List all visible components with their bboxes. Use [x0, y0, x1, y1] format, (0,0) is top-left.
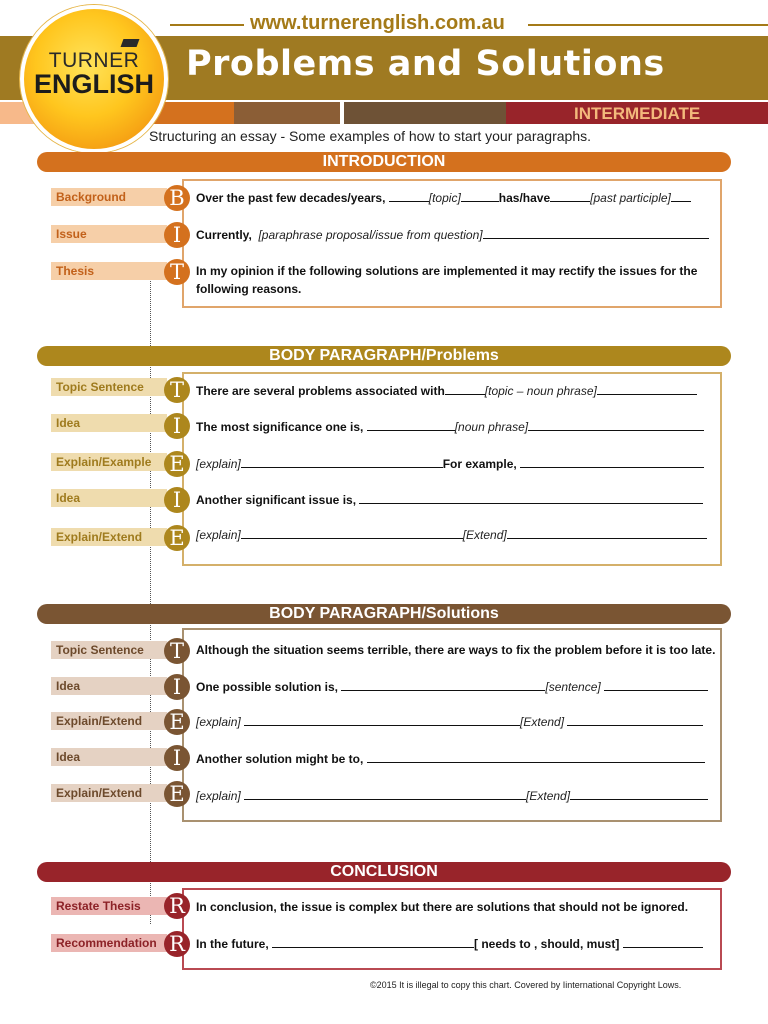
placeholder: [Extend]	[462, 528, 507, 542]
placeholder: [topic]	[428, 191, 461, 205]
placeholder: [Extend]	[520, 715, 565, 729]
label-recommendation: Recommendation	[51, 934, 167, 952]
logo-text-english: ENGLISH	[33, 69, 154, 99]
problems-extend-line	[196, 526, 716, 544]
section-header-problems: BODY PARAGRAPH/Problems	[37, 346, 731, 366]
intro-issue-line	[196, 226, 716, 244]
label-idea: Idea	[51, 748, 167, 766]
text: has/have	[498, 191, 551, 205]
page-title: Problems and Solutions	[186, 44, 665, 84]
label-explain-extend: Explain/Extend	[51, 784, 167, 802]
text: In conclusion, the issue is complex but there are solutions that should not be ignored.	[196, 900, 689, 914]
conclusion-restate-line	[196, 898, 716, 916]
conclusion-recommendation-line	[196, 935, 716, 953]
label-thesis: Thesis	[51, 262, 167, 280]
text: There are several problems associated with	[196, 384, 445, 398]
letter-i-icon: I	[164, 745, 190, 771]
placeholder: [Extend]	[526, 789, 571, 803]
letter-i-icon: I	[164, 413, 190, 439]
label-idea: Idea	[51, 677, 167, 695]
letter-b-icon: B	[164, 185, 190, 211]
label-topic-sentence: Topic Sentence	[51, 641, 167, 659]
placeholder: [sentence]	[545, 680, 601, 694]
url-rule-left	[170, 24, 244, 26]
letter-i-icon: I	[164, 674, 190, 700]
website-url: www.turnerenglish.com.au	[250, 12, 505, 34]
section-header-introduction: INTRODUCTION	[37, 152, 731, 172]
letter-r-icon: R	[164, 931, 190, 957]
placeholder: [explain]	[196, 528, 241, 542]
label-explain-extend: Explain/Extend	[51, 712, 167, 730]
text: Over the past few decades/years,	[196, 191, 389, 205]
letter-i-icon: I	[164, 222, 190, 248]
placeholder: [explain]	[196, 789, 245, 803]
solutions-idea-line	[196, 678, 716, 696]
letter-t-icon: T	[164, 377, 190, 403]
level-badge: INTERMEDIATE	[574, 104, 701, 123]
label-issue: Issue	[51, 225, 167, 243]
label-explain-example: Explain/Example	[51, 453, 167, 471]
placeholder: [past participle]	[590, 191, 671, 205]
copyright-notice: ©2015 It is illegal to copy this chart. Covered by Iinternational Copyright Lows.	[370, 980, 682, 990]
letter-i-icon: I	[164, 487, 190, 513]
color-strip-3	[234, 102, 340, 124]
intro-background-line	[196, 189, 716, 207]
problems-idea2-line	[196, 491, 716, 509]
text: Currently,	[196, 228, 252, 242]
label-explain-extend: Explain/Extend	[51, 528, 167, 546]
solutions-explain-line	[196, 713, 716, 731]
text: In the future,	[196, 937, 272, 951]
problems-idea-line	[196, 418, 716, 436]
logo-text-turner: TURNER	[48, 49, 140, 72]
placeholder: [paraphrase proposal/issue from question]	[258, 228, 483, 242]
letter-e-icon: E	[164, 709, 190, 735]
text: Another solution might be to,	[196, 752, 367, 766]
placeholder: [topic – noun phrase]	[484, 384, 597, 398]
dotted-connector	[150, 270, 151, 924]
intro-thesis-line	[196, 262, 706, 298]
url-rule-right	[528, 24, 768, 26]
letter-t-icon: T	[164, 638, 190, 664]
letter-r-icon: R	[164, 893, 190, 919]
section-header-conclusion: CONCLUSION	[37, 862, 731, 882]
text: In my opinion if the following solutions are implemented it may rectify the issues for the following reasons.	[196, 264, 698, 296]
turner-english-logo	[20, 5, 168, 153]
label-topic-sentence: Topic Sentence	[51, 378, 167, 396]
text: Although the situation seems terrible, there are ways to fix the problem before it is too late.	[196, 643, 716, 657]
graduation-cap-icon	[121, 39, 140, 47]
section-header-solutions: BODY PARAGRAPH/Solutions	[37, 604, 731, 624]
label-idea: Idea	[51, 414, 167, 432]
placeholder: [explain]	[196, 457, 241, 471]
solutions-idea2-line	[196, 750, 716, 768]
text: Another significant issue is,	[196, 493, 360, 507]
subtitle: Structuring an essay - Some examples of how to start your paragraphs.	[149, 128, 591, 144]
letter-e-icon: E	[164, 451, 190, 477]
color-strip-5	[344, 102, 506, 124]
placeholder: [noun phrase]	[454, 420, 529, 434]
solutions-topic-line	[196, 641, 716, 659]
text: [ needs to , should, must]	[474, 937, 620, 951]
label-idea: Idea	[51, 489, 167, 507]
label-restate-thesis: Restate Thesis	[51, 897, 167, 915]
solutions-extend-line	[196, 787, 716, 805]
text: One possible solution is,	[196, 680, 342, 694]
problems-explain-line	[196, 455, 716, 473]
letter-t-icon: T	[164, 259, 190, 285]
letter-e-icon: E	[164, 525, 190, 551]
text: The most significance one is,	[196, 420, 367, 434]
problems-topic-line	[196, 382, 716, 400]
label-background: Background	[51, 188, 167, 206]
text: For example,	[442, 457, 521, 471]
letter-e-icon: E	[164, 781, 190, 807]
placeholder: [explain]	[196, 715, 245, 729]
